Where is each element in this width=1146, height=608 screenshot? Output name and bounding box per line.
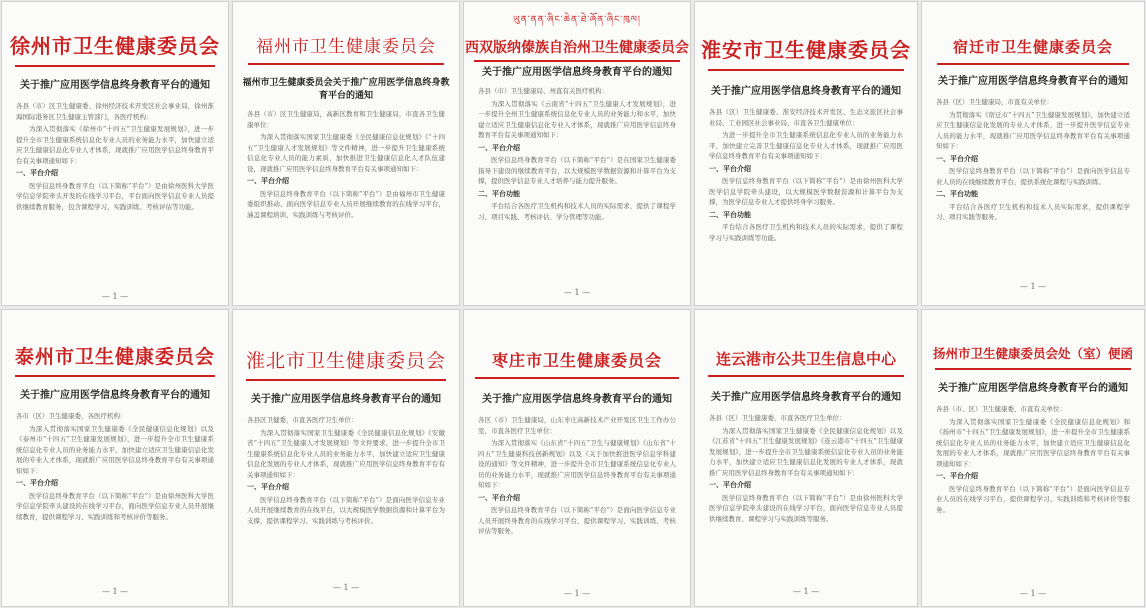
page-number: — 1 —	[101, 587, 129, 596]
document-title: 关于推广应用医学信息终身教育平台的通知	[251, 394, 441, 405]
page-number: — 1 —	[563, 589, 591, 598]
issuer-header: 淮北市卫生健康委员会	[245, 350, 446, 372]
red-divider	[708, 69, 904, 71]
document-title: 关于推广应用医学信息终身教育平台的通知	[711, 392, 901, 403]
document-body	[233, 109, 459, 220]
body-paragraph: 为深入贯彻落实《徐州市“十四五”卫生健康发展规划》，进一步提升全市卫生健康系统信息化专业人员的业务能力水平，加快建立适应卫生健康信息化专业人才体系，现就推广应用医学信息终身教育平台有关事项通知如下：	[16, 125, 214, 165]
document-body	[922, 404, 1144, 515]
body-paragraph: 平台结合各医疗卫生机构和技术人员实际需求，提供课程学习、项目实践等服务。	[936, 202, 1130, 221]
section-heading: 一、平台介绍	[709, 163, 751, 173]
section-heading: 一、平台介绍	[936, 153, 978, 163]
body-paragraph: 为深入贯彻落实国家卫生健康委《全民健康信息化规划》以及《江苏省“十四五”卫生健康发展规划》《连云港市“十四五”卫生健康发展规划》，进一步提升全市卫生健康系统信息化专业人员的业务能力水平，加快建立适应卫生健康信息化发展的专业人才体系，现就推广应用医学信息终身教育平台有关事项通知如下：	[709, 426, 903, 477]
red-divider	[248, 63, 444, 65]
document-title: 关于推广应用医学信息终身教育平台的通知	[482, 67, 672, 78]
red-divider	[15, 375, 215, 377]
section-heading: 一、平台介绍	[478, 142, 520, 152]
issuer-header: 淮安市卫生健康委员会	[701, 38, 911, 62]
document-title: 关于推广应用医学信息终身教育平台的通知	[711, 86, 901, 97]
body-paragraph: 医学信息终身教育平台（以下简称“平台”）是由福州市卫生健康委组织推动、面向医学信息专业人员开展继续教育的在线学习平台，涵盖课程培训、实践训练与考核评价。	[247, 189, 445, 219]
section-heading: 一、平台介绍	[16, 478, 58, 487]
document-body	[464, 415, 690, 537]
salutation: 各县区卫健委，市直各医疗卫生单位：	[247, 416, 358, 424]
salutation: 各县（区）卫生健康局，市直有关单位：	[936, 98, 1053, 106]
body-paragraph: 医学信息终身教育平台（以下简称“平台”）是在国家卫生健康委指导下建设的继续教育平台，以大规模医学数据资源和计算平台为支撑，提供医学信息专业人才培养与能力提升服务。	[478, 156, 676, 185]
document-title: 关于推广应用医学信息终身教育平台的通知	[938, 383, 1128, 394]
document-page-xishuangbanna	[463, 1, 691, 306]
section-heading: 一、平台介绍	[709, 480, 751, 489]
document-body	[464, 86, 690, 222]
document-title: 关于推广应用医学信息终身教育平台的通知	[482, 394, 672, 405]
document-page-yangzhou	[921, 309, 1145, 607]
body-paragraph: 医学信息终身教育平台（以下简称“平台”）是面向医学信息专业人员的在线学习平台，提供课程学习、实践训练和考核评价等服务。	[936, 484, 1130, 514]
salutation: 各县（市、区）卫生健康委，市直有关单位：	[936, 405, 1066, 413]
red-divider	[15, 65, 215, 67]
document-page-taizhou	[1, 309, 229, 607]
document-body	[695, 107, 917, 243]
red-divider	[708, 375, 904, 377]
section-heading: 一、平台介绍	[478, 492, 520, 502]
salutation: 各县（市）区卫生健康局，高新区教育和卫生健康局，市直各卫生健康单位：	[247, 110, 445, 129]
issuer-header: 连云港市公共卫生信息中心	[715, 350, 896, 368]
salutation: 各县（市）区卫生健康委、徐州经济技术开发区社会事业局，徐州淮海国际港务区卫生健康主管部门，各医疗机构：	[16, 102, 214, 121]
salutation: 各市（区）卫生健康委，各医疗机构：	[16, 412, 127, 420]
red-divider	[475, 377, 679, 379]
body-paragraph: 医学信息终身教育平台（以下简称“平台”）是面向医学信息专业人员的在线继续教育平台，提供系统化课程与实践训练。	[936, 167, 1130, 186]
document-page-zaozhuang	[463, 309, 691, 607]
document-page-suqian	[921, 1, 1145, 306]
issuer-header: 西双版纳傣族自治州卫生健康委员会	[465, 40, 689, 56]
document-title: 福州市卫生健康委员会关于推广应用医学信息终身教育平台的通知	[242, 78, 450, 101]
salutation: 各县（区）卫生健康委、淮安经济技术开发区、生态文旅区社会事业局、工业园区社会事业局、市直各卫生健康单位：	[709, 108, 903, 127]
body-paragraph: 为进一步提升全市卫生健康系统信息化专业人员的业务能力水平，加快建立完善卫生健康信息化专业人才体系，现就推广应用医学信息终身教育平台有关事项通知如下：	[709, 131, 903, 160]
body-paragraph: 为深入贯彻落实国家卫生健康委《全民健康信息化规划》《安徽省“十四五”卫生健康人才发展规划》等文件要求，进一步提升全市卫生健康系统信息化专业人员的业务能力水平，加快建立适应卫生健康信息化发展的专业人才体系，现就推广应用医学信息终身教育平台有关事项通知如下：	[247, 428, 445, 479]
document-title: 关于推广应用医学信息终身教育平台的通知	[20, 80, 210, 91]
section-heading: 二、平台功能	[478, 188, 520, 198]
body-paragraph: 医学信息终身教育平台（以下简称“平台”）是由徐州医科大学医学信息学院牵头开发的在线学习平台，平台面向医学信息专业人员提供继续教育服务，包含课程学习、实践训练、考核评估等功能。	[16, 181, 214, 211]
section-heading: 二、平台功能	[936, 189, 978, 198]
document-page-fuzhou	[232, 1, 460, 306]
body-paragraph: 为深入贯彻落实国家卫生健康委《全民健康信息化规划》和《扬州市“十四五”卫生健康发展规划》，进一步提升全市卫生健康系统信息化专业人员的业务能力水平，加快建立适应卫生健康信息化发展的专业人才体系，现就推广应用医学信息终身教育平台有关事项通知如下：	[936, 417, 1130, 468]
document-title: 关于推广应用医学信息终身教育平台的通知	[20, 390, 210, 401]
body-paragraph: 为深入贯彻落实国家卫生健康委《全民健康信息化规划》以及《泰州市“十四五”卫生健康发展规划》，进一步提升全市卫生健康系统信息化专业人员的业务能力水平，加快建立适应卫生健康信息化发展的专业人才体系，现就推广应用医学信息终身教育平台有关事项通知如下：	[16, 424, 214, 475]
page-number: — 1 —	[1019, 589, 1047, 598]
body-paragraph: 医学信息终身教育平台（以下简称“平台”）是由徐州医科大学医学信息学院牵头建设的在线学习平台，面向医学信息专业人员提供继续教育、课程学习与实践训练等服务。	[709, 493, 903, 523]
issuer-header: 泰州市卫生健康委员会	[14, 346, 215, 368]
issuer-header: 扬州市卫生健康委员会处（室）便函	[932, 346, 1133, 361]
document-body	[922, 97, 1144, 223]
document-body	[2, 101, 228, 212]
body-paragraph: 为贯彻落实《宿迁市“十四五”卫生健康发展规划》，加快建立适应卫生健康信息化发展的专业人才体系，进一步提升医学信息专业人员的能力水平，现就推广应用医学信息终身教育平台有关事项通知如下：	[936, 110, 1130, 150]
section-heading: 一、平台介绍	[247, 482, 289, 491]
body-paragraph: 医学信息终身教育平台（以下简称“平台”）是由徐州医科大学医学信息学院牵头建设，以大规模医学数据资源和计算平台为支撑，为医学信息专业人才提供终身学习服务。	[709, 177, 903, 206]
salutation: 各县（市）卫生健康局、州直有关医疗机构：	[478, 87, 608, 95]
body-paragraph: 医学信息终身教育平台（以下简称“平台”）是面向医学信息专业人员开展终身教育的在线学习平台，提供课程学习、实践训练、考核评估等服务。	[478, 506, 676, 535]
body-paragraph: 医学信息终身教育平台（以下简称“平台”）是由徐州医科大学医学信息学院牵头建设的在线学习平台，面向医学信息专业人员开展继续教育，提供课程学习、实践训练和考核评价等服务。	[16, 491, 214, 521]
red-divider	[937, 63, 1129, 65]
page-number: — 1 —	[332, 583, 360, 592]
document-page-huaibei	[232, 309, 460, 607]
document-title: 关于推广应用医学信息终身教育平台的通知	[938, 76, 1128, 87]
body-paragraph: 平台结合各医疗卫生机构和技术人员的实际需求，提供了课程学习与实践训练等功能。	[709, 223, 903, 242]
salutation: 各县（区）卫生健康委，市直各医疗卫生单位：	[709, 414, 846, 422]
body-paragraph: 平台结合各医疗卫生机构和技术人员的实际需求，提供了课程学习、项目实践、考核评估、学分管理等功能。	[478, 202, 676, 221]
page-number: — 1 —	[1019, 282, 1047, 291]
section-heading: 二、平台功能	[709, 209, 751, 219]
document-page-lianyungang	[694, 309, 918, 607]
document-page-huaian	[694, 1, 918, 306]
document-body	[233, 415, 459, 526]
document-body	[695, 413, 917, 524]
page-number: — 1 —	[792, 587, 820, 596]
issuer-header: 福州市卫生健康委员会	[256, 37, 436, 57]
page-number: — 1 —	[101, 292, 129, 301]
body-paragraph: 为深入贯彻落实《山东省“十四五”卫生与健康规划》《山东省“十四五”卫生健康科技创新规划》以及《关于加快推进医学信息学科建设的通知》等文件精神，进一步提升全市卫生健康系统信息化专业人员的业务能力水平，现就推广应用医学信息终身教育平台有关事项通知如下：	[478, 439, 676, 489]
body-paragraph: 为深入贯彻落实国家卫生健康委《全民健康信息化规划》《“十四五”卫生健康人才发展规划》等文件精神，进一步提升卫生健康系统信息化专业人员的能力素质，加快推进卫生健康信息化人才队伍建设，现就推广应用医学信息终身教育平台有关事项通知如下：	[247, 133, 445, 173]
salutation: 各区（市）卫生健康局，山东枣庄高新技术产业开发区卫生工作办公室，市直各医疗卫生单位：	[478, 416, 676, 435]
issuer-header: 徐州市卫生健康委员会	[10, 34, 220, 58]
section-heading: 一、平台介绍	[16, 168, 58, 177]
minority-script-line: ཡུན་ནན་ཞིང་ཆེན་ཐེ་ཞོན་ཞིང་ཁུལ།	[513, 15, 641, 25]
body-paragraph: 为深入贯彻落实《云南省“十四五”卫生健康人才发展规划》，进一步提升全州卫生健康系统信息化专业人员的业务能力和水平，加快建立适应卫生健康信息化专业人才体系，现就推广应用医学信息终身教育平台有关事项通知如下：	[478, 99, 676, 139]
red-divider	[474, 60, 680, 62]
issuer-header: 宿迁市卫生健康委员会	[952, 38, 1113, 56]
document-body	[2, 411, 228, 522]
page-number: — 1 —	[563, 288, 591, 297]
red-divider	[246, 379, 446, 381]
body-paragraph: 医学信息终身教育平台（以下简称“平台”）是面向医学信息专业人员开展继续教育的在线平台，以大规模医学数据资源和计算平台为支撑，提供课程学习、实践训练与考核评价。	[247, 495, 445, 525]
issuer-header: 枣庄市卫生健康委员会	[491, 351, 662, 370]
document-page-xuzhou	[1, 1, 229, 306]
section-heading: 一、平台介绍	[936, 471, 978, 480]
section-heading: 一、平台介绍	[247, 176, 289, 185]
red-divider	[935, 368, 1131, 370]
